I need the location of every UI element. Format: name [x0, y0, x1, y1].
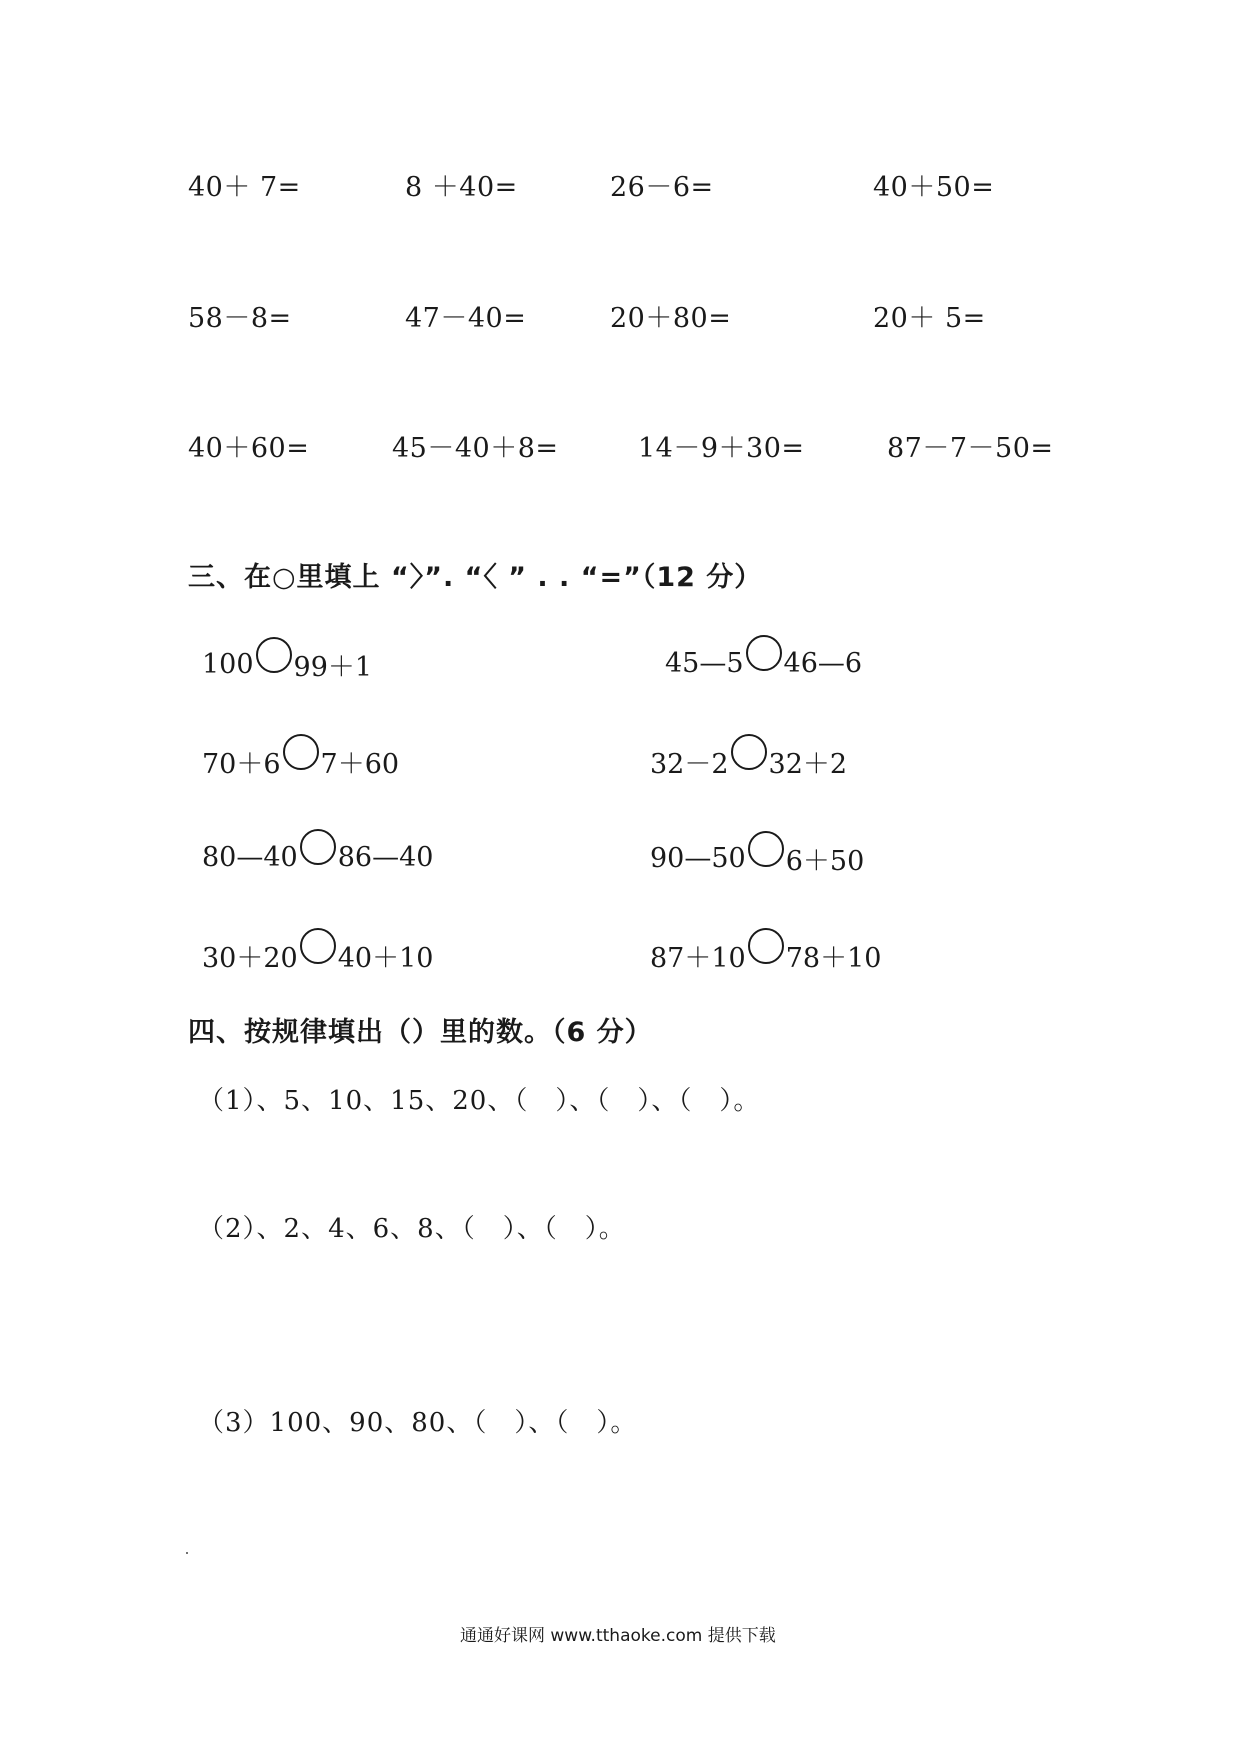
answer-circle-icon[interactable] — [748, 831, 784, 867]
compare-item — [650, 936, 881, 975]
compare-item — [202, 839, 433, 875]
answer-circle-icon[interactable] — [746, 635, 782, 671]
compare-item — [665, 645, 862, 681]
compare-left: 87＋10 — [650, 943, 746, 974]
calc-item: 8 ＋40= — [405, 172, 518, 203]
section3-title: 三、在○里填上 “〉”. “〈 ” . . “=”（12 分） — [188, 562, 763, 593]
answer-circle-icon[interactable] — [300, 829, 336, 865]
compare-right: 32＋2 — [768, 749, 848, 780]
calc-item: 47－40= — [405, 303, 527, 334]
answer-circle-icon[interactable] — [283, 734, 319, 770]
calc-item: 20＋80= — [610, 303, 732, 334]
compare-right: 40＋10 — [337, 943, 434, 974]
compare-item — [202, 742, 399, 781]
compare-left: 100 — [202, 649, 254, 680]
compare-left: 30＋20 — [202, 943, 298, 974]
calc-item: 20＋ 5= — [873, 303, 986, 334]
section4-title: 四、按规律填出（）里的数。（6 分） — [188, 1017, 653, 1048]
sequence-item: （2）、2、4、6、8、（ ）、（ ）。 — [198, 1214, 626, 1244]
compare-item — [650, 742, 847, 781]
compare-right: 86—40 — [337, 841, 434, 873]
compare-right: 7＋60 — [320, 749, 400, 780]
compare-right: 46—6 — [783, 647, 863, 679]
sequence-item: （3）100、90、80、（ ）、（ ）。 — [198, 1408, 638, 1438]
answer-circle-icon[interactable] — [256, 637, 292, 673]
compare-left: 80—40 — [202, 841, 298, 873]
scan-speck — [186, 1552, 188, 1554]
calc-item: 14－9＋30= — [638, 433, 805, 464]
compare-right: 99＋1 — [293, 652, 373, 683]
compare-left: 70＋6 — [202, 749, 281, 780]
answer-circle-icon[interactable] — [300, 928, 336, 964]
calc-item: 40＋60= — [188, 433, 310, 464]
compare-item — [650, 839, 864, 878]
sequence-item: （1）、5、10、15、20、（ ）、（ ）、（ ）。 — [198, 1086, 761, 1116]
answer-circle-icon[interactable] — [731, 734, 767, 770]
compare-item — [202, 645, 372, 684]
compare-left: 32－2 — [650, 749, 729, 780]
calc-item: 45－40＋8= — [392, 433, 559, 464]
compare-item — [202, 936, 433, 975]
compare-right: 78＋10 — [785, 943, 882, 974]
footer-credit: 通通好课网 www.tthaoke.com 提供下载 — [460, 1626, 776, 1646]
compare-left: 90—50 — [650, 843, 746, 874]
compare-left: 45—5 — [665, 647, 744, 679]
calc-item: 40＋ 7= — [188, 172, 301, 203]
answer-circle-icon[interactable] — [748, 928, 784, 964]
calc-item: 87－7－50= — [887, 433, 1054, 464]
calc-item: 26－6= — [610, 172, 714, 203]
calc-item: 40＋50= — [873, 172, 995, 203]
compare-right: 6＋50 — [785, 846, 865, 877]
calc-item: 58－8= — [188, 303, 292, 334]
